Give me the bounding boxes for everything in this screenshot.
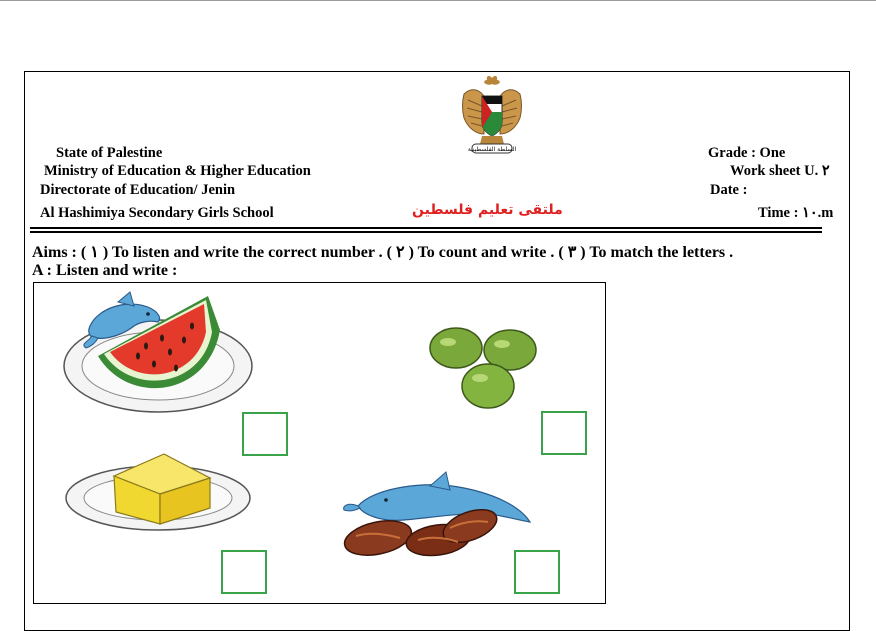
answer-box-watermelon[interactable] — [242, 412, 288, 456]
section-a-heading: A : Listen and write : — [32, 262, 178, 279]
answer-box-dates[interactable] — [514, 550, 560, 594]
answer-box-cheese[interactable] — [221, 550, 267, 594]
aims-text: Aims : ( ١ ) To listen and write the correct number . ( ٢ ) To count and write . ( ٣ ) To match the letters . — [32, 244, 734, 261]
school-name: Al Hashimiya Secondary Girls School — [40, 205, 274, 221]
palestine-emblem-icon — [456, 72, 528, 160]
watermelon-plate-picture — [58, 286, 258, 422]
top-rule — [0, 0, 876, 1]
time-label: Time : ١٠.m — [758, 205, 834, 221]
directorate-title: Directorate of Education/ Jenin — [40, 182, 236, 198]
answer-box-lemons[interactable] — [541, 411, 587, 455]
cheese-plate-picture — [60, 446, 256, 536]
worksheet-label: Work sheet U. ٢ — [730, 163, 830, 179]
ministry-title: Ministry of Education & Higher Education — [44, 163, 311, 179]
lemons-picture — [424, 326, 544, 416]
emblem-caption: السلطة الفلسطينية — [467, 146, 517, 153]
dates-picture — [334, 466, 534, 562]
date-label: Date : — [710, 182, 748, 198]
forum-arabic-title: ملتقى تعليم فلسطين — [412, 202, 563, 218]
state-title: State of Palestine — [56, 145, 163, 161]
grade-label: Grade : One — [708, 145, 786, 161]
header-separator — [30, 227, 822, 233]
